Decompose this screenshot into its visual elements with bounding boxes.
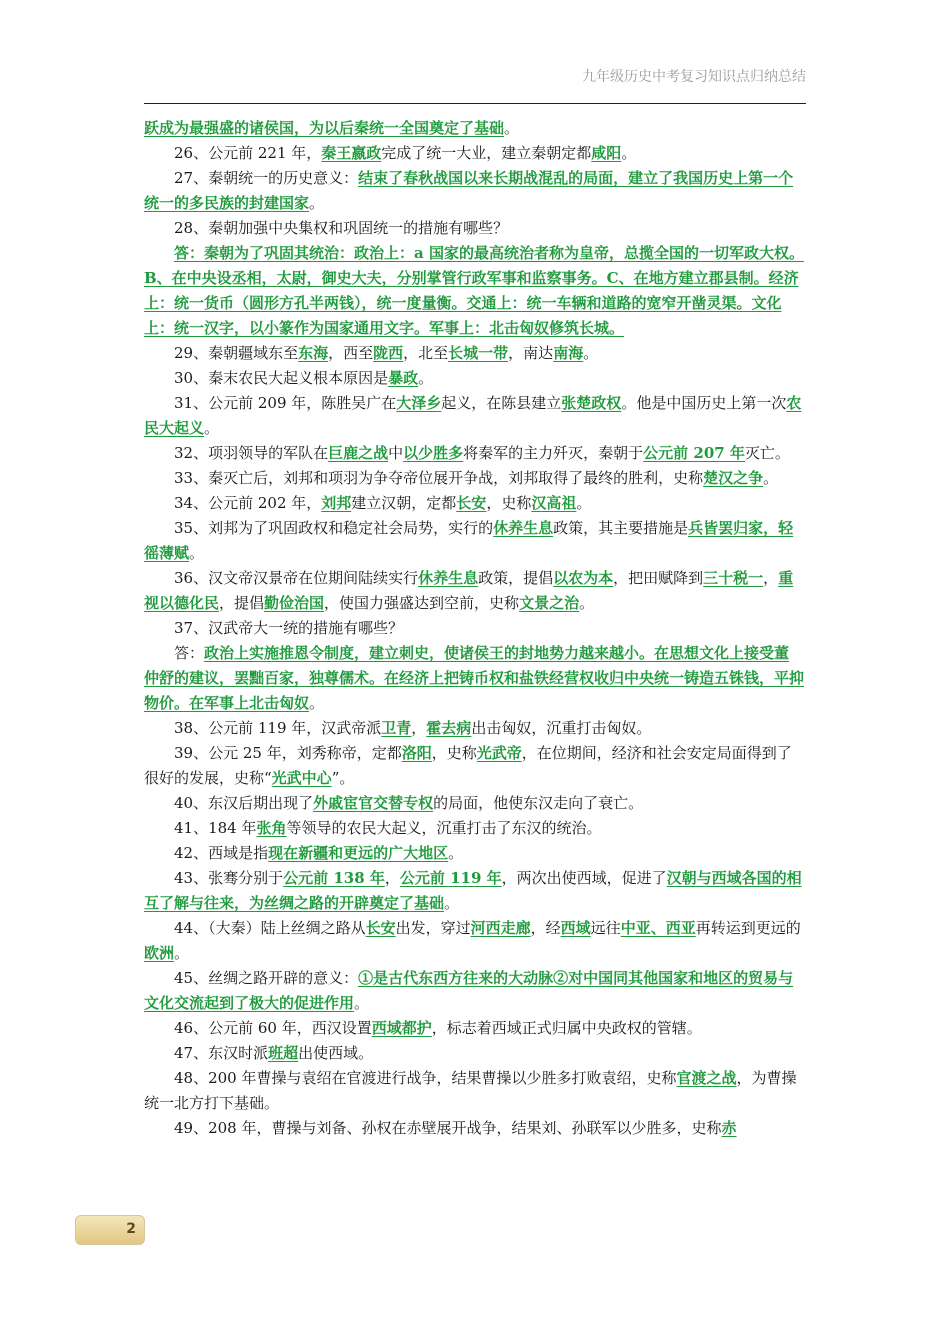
paragraph: [144, 141, 804, 166]
text-run: ，在位期间，经济和社会安定局面得到了很好的发展，史称“: [144, 744, 792, 787]
text-run: 。: [763, 469, 779, 487]
text-run: 41、184 年: [174, 819, 257, 837]
text-run: 26、公元前 221 年，: [174, 144, 322, 162]
highlighted-answer: 秦王嬴政: [321, 144, 382, 162]
highlighted-answer: 勤俭治国: [264, 594, 325, 612]
text-run: ，: [411, 719, 427, 737]
highlighted-answer: 张楚政权: [561, 394, 622, 412]
highlighted-answer: 以少胜多: [403, 444, 464, 462]
paragraph: [144, 641, 804, 716]
text-run: 。: [204, 419, 220, 437]
highlighted-answer: 中亚、西亚: [620, 919, 696, 937]
highlighted-answer: 刘邦: [321, 494, 352, 512]
text-run: 等领导的农民大起义，沉重打击了东汉的统治。: [286, 819, 602, 837]
highlighted-answer: 农民大起义: [144, 394, 802, 437]
text-run: 33、秦灭亡后，刘邦和项羽为争夺帝位展开争战，刘邦取得了最终的胜利，史称: [174, 469, 704, 487]
text-run: 中: [388, 444, 404, 462]
highlighted-answer: 光武帝: [476, 744, 522, 762]
text-run: 。: [504, 119, 520, 137]
paragraph: [144, 566, 804, 616]
highlighted-answer: 大泽乡: [396, 394, 442, 412]
highlighted-answer: 重视以德化民: [144, 569, 794, 612]
paragraph: [144, 1041, 804, 1066]
text-run: ，标志着西域正式归属中央政权的管辖。: [431, 1019, 702, 1037]
paragraph: [144, 441, 804, 466]
paragraph: [144, 466, 804, 491]
paragraph: [144, 166, 804, 216]
text-run: ，史称: [431, 744, 477, 762]
paragraph: [144, 841, 804, 866]
highlighted-answer: 跃成为最强盛的诸侯国，为以后秦统一全国奠定了基础: [144, 119, 505, 137]
text-run: 。: [621, 144, 637, 162]
text-run: 建立汉朝，定都: [351, 494, 457, 512]
header-rule: [144, 103, 806, 104]
text-run: 的局面，他使东汉走向了衰亡。: [433, 794, 644, 812]
highlighted-answer: 张角: [256, 819, 287, 837]
highlighted-answer: 咸阳: [591, 144, 622, 162]
text-run: 29、秦朝疆域东至: [174, 344, 299, 362]
highlighted-answer: 公元前 138 年: [283, 869, 385, 887]
text-run: 出击匈奴，沉重打击匈奴。: [471, 719, 652, 737]
text-run: 36、汉文帝汉景帝在位期间陆续实行: [174, 569, 419, 587]
paragraph: [144, 241, 804, 341]
highlighted-answer: 卫青: [381, 719, 412, 737]
highlighted-answer: 结束了春秋战国以来长期战混乱的局面，建立了我国历史上第一个统一的多民族的封建国家: [144, 169, 794, 212]
highlighted-answer: 陇西: [373, 344, 404, 362]
paragraph: [144, 816, 804, 841]
highlighted-answer: 楚汉之争: [703, 469, 764, 487]
text-run: 37、汉武帝大一统的措施有哪些？: [174, 619, 404, 637]
text-run: 。: [418, 369, 434, 387]
text-run: 40、东汉后期出现了: [174, 794, 314, 812]
text-run: ，提倡: [219, 594, 265, 612]
paragraph: [144, 791, 804, 816]
highlighted-answer: 外戚宦官交替专权: [313, 794, 434, 812]
document-body: [144, 116, 804, 1141]
text-run: ，: [384, 869, 400, 887]
highlighted-answer: ①是古代东西方往来的大动脉②对中国同其他国家和地区的贸易与文化交流起到了极大的促进作用: [144, 969, 794, 1012]
text-run: ，把田赋降到: [613, 569, 704, 587]
highlighted-answer: 暴政: [388, 369, 419, 387]
text-run: 完成了统一大业，建立秦朝定都: [381, 144, 592, 162]
text-run: ，两次出使西域，促进了: [501, 869, 667, 887]
paragraph: [144, 491, 804, 516]
paragraph: [144, 1016, 804, 1041]
highlighted-answer: 南海: [553, 344, 584, 362]
text-run: 灭亡。: [744, 444, 790, 462]
text-run: 。: [309, 694, 325, 712]
paragraph: [144, 1066, 804, 1116]
text-run: 43、张骞分别于: [174, 869, 284, 887]
text-run: 。: [579, 594, 595, 612]
text-run: 。: [576, 494, 592, 512]
highlighted-answer: 西域都护: [371, 1019, 432, 1037]
paragraph: [144, 116, 804, 141]
text-run: 起义，在陈县建立: [441, 394, 562, 412]
text-run: 46、公元前 60 年，西汉设置: [174, 1019, 372, 1037]
highlighted-answer: 东海: [298, 344, 329, 362]
highlighted-answer: 三十税一: [703, 569, 764, 587]
highlighted-answer: 汉高祖: [531, 494, 577, 512]
highlighted-answer: 赤: [721, 1119, 737, 1137]
text-run: 。: [448, 844, 464, 862]
text-run: 47、东汉时派: [174, 1044, 269, 1062]
text-run: 38、公元前 119 年，汉武帝派: [174, 719, 382, 737]
highlighted-answer: 长城一带: [448, 344, 509, 362]
text-run: 再转运到更远的: [695, 919, 801, 937]
header-title: 九年级历史中考复习知识点归纳总结: [582, 69, 806, 85]
text-run: 28、秦朝加强中央集权和巩固统一的措施有哪些？: [174, 219, 509, 237]
text-run: 。: [189, 544, 205, 562]
text-run: 。: [583, 344, 599, 362]
highlighted-answer: 河西走廊: [470, 919, 531, 937]
text-run: 。: [309, 194, 325, 212]
highlighted-answer: 官渡之战: [676, 1069, 737, 1087]
paragraph: [144, 366, 804, 391]
text-run: 31、公元前 209 年，陈胜吴广在: [174, 394, 397, 412]
text-run: ，西至: [328, 344, 374, 362]
paragraph: [144, 341, 804, 366]
highlighted-answer: 现在新疆和更远的广大地区: [268, 844, 449, 862]
highlighted-answer: 汉朝与西域各国的相互了解与往来，为丝绸之路的开辟奠定了基础: [144, 869, 802, 912]
text-run: 远往: [590, 919, 621, 937]
text-run: 出发，穿过: [395, 919, 471, 937]
text-run: 。: [444, 894, 460, 912]
highlighted-answer: 休养生息: [493, 519, 554, 537]
highlighted-answer: 巨鹿之战: [328, 444, 389, 462]
highlighted-answer: 光武中心: [271, 769, 332, 787]
highlighted-answer: 兵皆罢归家，轻徭薄赋: [144, 519, 794, 562]
highlighted-answer: 西域: [560, 919, 591, 937]
paragraph: [144, 216, 804, 241]
paragraph: [144, 716, 804, 741]
text-run: 30、秦末农民大起义根本原因是: [174, 369, 389, 387]
text-run: 39、公元 25 年，刘秀称帝，定都: [174, 744, 402, 762]
text-run: ，: [763, 569, 779, 587]
highlighted-answer: 公元前 207 年: [643, 444, 745, 462]
page-number: 2: [126, 1221, 136, 1237]
highlighted-answer: 以农为本: [553, 569, 614, 587]
paragraph: [144, 616, 804, 641]
text-run: ，为曹操统一北方打下基础。: [144, 1069, 797, 1112]
paragraph: [144, 966, 804, 1016]
paragraph: [144, 391, 804, 441]
highlighted-answer: 洛阳: [401, 744, 432, 762]
highlighted-answer: 政治上实施推恩令制度，建立刺史，使诸侯王的封地势力越来越小。在思想文化上接受董仲舒的建议，罢黜百家，独尊儒术。在经济上把铸币权和盐铁经营权收归中央统一铸造五铢钱，平抑物价。在军事上北击匈奴: [144, 644, 805, 712]
text-run: ，北至: [403, 344, 449, 362]
text-run: ，南达: [508, 344, 554, 362]
highlighted-answer: 休养生息: [418, 569, 479, 587]
text-run: 将秦军的主力歼灭，秦朝于: [463, 444, 644, 462]
text-run: 44、（大秦）陆上丝绸之路从: [174, 919, 366, 937]
paragraph: [144, 1116, 804, 1141]
paragraph: [144, 916, 804, 966]
paragraph: [144, 516, 804, 566]
text-run: 。他是中国历史上第一次: [621, 394, 787, 412]
paragraph: [144, 866, 804, 916]
text-run: 42、西域是指: [174, 844, 269, 862]
text-run: 32、项羽领导的军队在: [174, 444, 329, 462]
text-run: 答：: [174, 644, 205, 662]
highlighted-answer: 答：秦朝为了巩固其统治：政治上：a 国家的最高统治者称为皇帝，总揽全国的一切军政大权。B、在中央设丞相，太尉，御史大夫，分别掌管行政军事和监察事务。C、在地方建立郡县制。经济上：统一货币（圆形方孔半两钱），统一度量衡。交通上：统一车辆和道路的宽窄开凿灵渠。文化上：统一汉字，以小篆作为国家通用文字。军事上：北击匈奴修筑长城。: [144, 244, 804, 337]
text-run: 48、200 年曹操与袁绍在官渡进行战争，结果曹操以少胜多打败袁绍，史称: [174, 1069, 677, 1087]
text-run: 34、公元前 202 年，: [174, 494, 322, 512]
highlighted-answer: 欧洲: [144, 944, 175, 962]
text-run: 27、秦朝统一的历史意义：: [174, 169, 359, 187]
page-header: [144, 66, 806, 94]
text-run: 政策，其主要措施是: [553, 519, 689, 537]
highlighted-answer: 班超: [268, 1044, 299, 1062]
paragraph: [144, 741, 804, 791]
text-run: ，史称: [486, 494, 532, 512]
text-run: ”。: [331, 769, 355, 787]
text-run: ，使国力强盛达到空前，史称: [324, 594, 520, 612]
text-run: ，经: [530, 919, 561, 937]
text-run: 出使西域。: [298, 1044, 374, 1062]
text-run: 35、刘邦为了巩固政权和稳定社会局势，实行的: [174, 519, 494, 537]
text-run: 45、丝绸之路开辟的意义：: [174, 969, 359, 987]
text-run: 。: [354, 994, 370, 1012]
highlighted-answer: 长安: [456, 494, 487, 512]
highlighted-answer: 公元前 119 年: [399, 869, 502, 887]
highlighted-answer: 霍去病: [426, 719, 472, 737]
highlighted-answer: 文景之治: [519, 594, 580, 612]
text-run: 政策，提倡: [478, 569, 554, 587]
page-number-badge: [75, 1215, 145, 1245]
text-run: 49、208 年，曹操与刘备、孙权在赤壁展开战争，结果刘、孙联军以少胜多，史称: [174, 1119, 722, 1137]
text-run: 。: [174, 944, 190, 962]
highlighted-answer: 长安: [365, 919, 396, 937]
